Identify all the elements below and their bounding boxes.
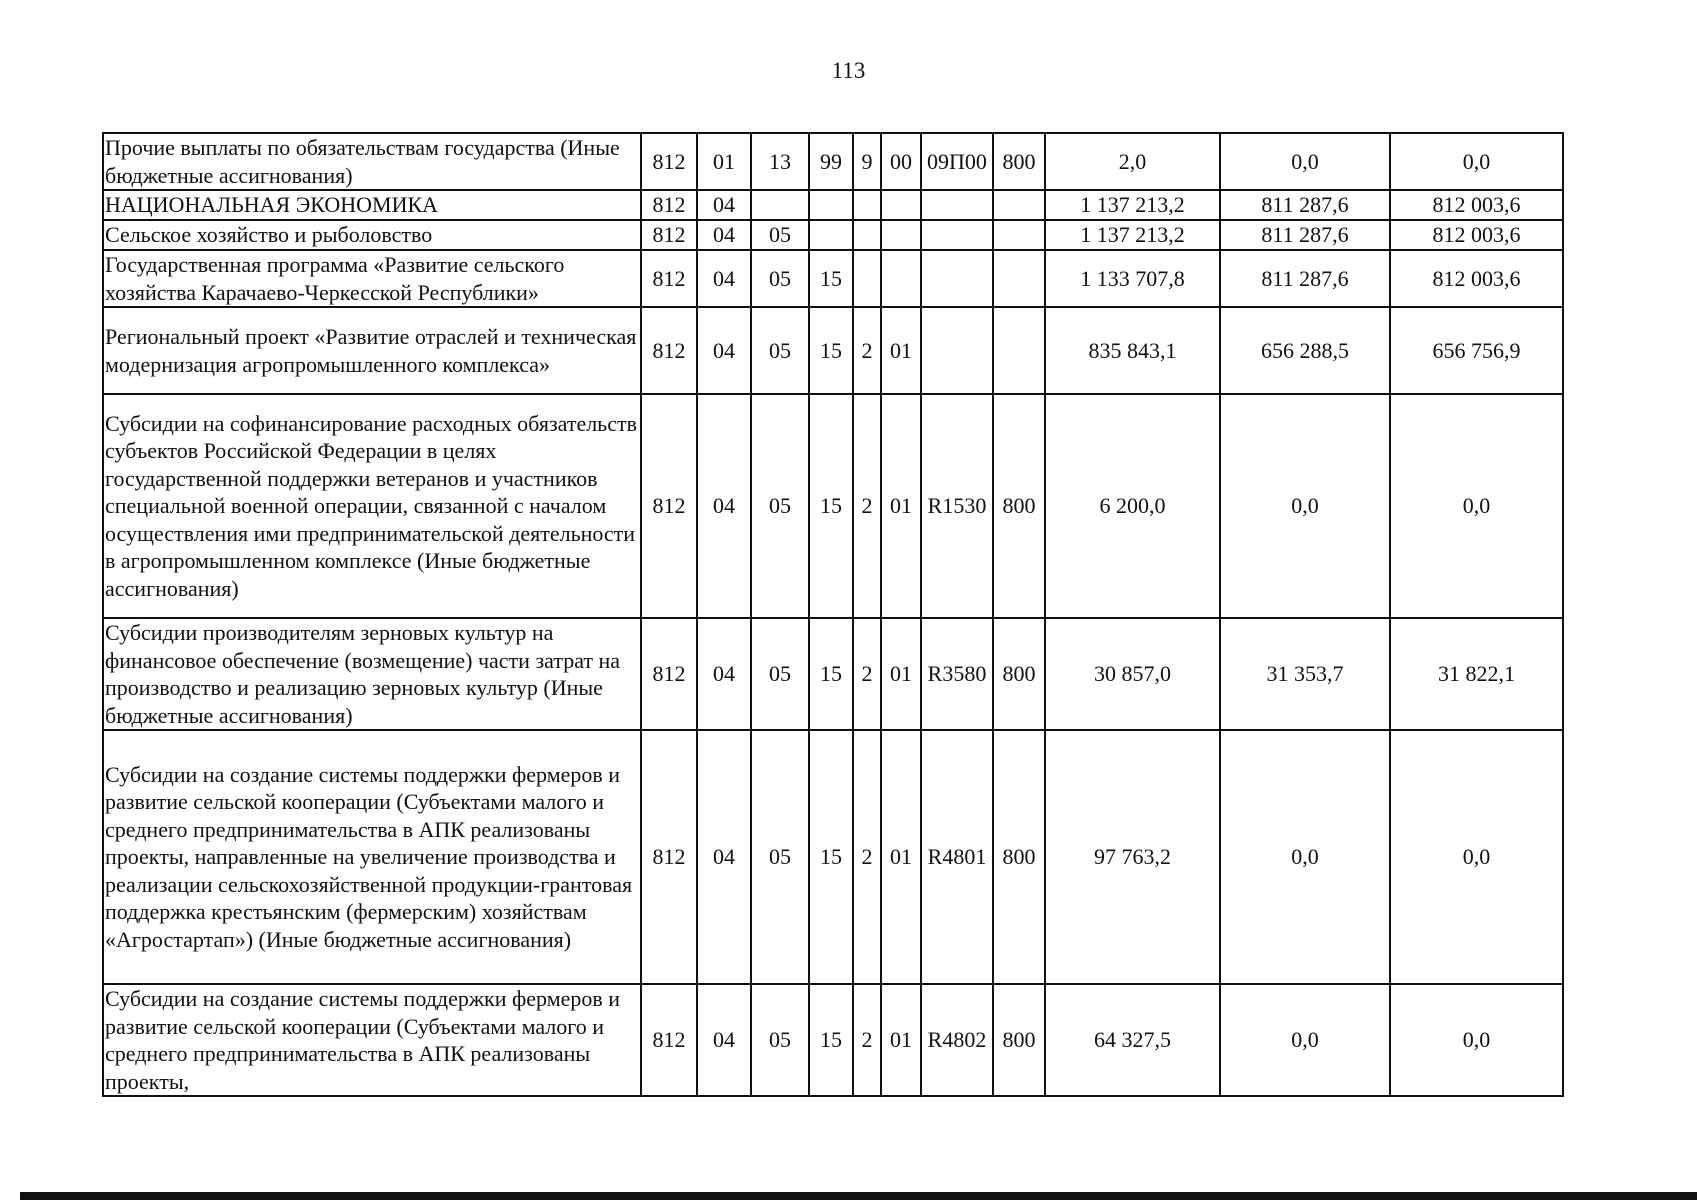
cell-program-code: 15 [809,394,853,618]
cell-expense-type-code [993,307,1045,394]
cell-subsection-code: 05 [751,250,809,307]
cell-project-code: 01 [881,984,921,1096]
cell-amount-year-2: 0,0 [1220,394,1390,618]
cell-direction-code [921,307,993,394]
cell-program-code [809,220,853,250]
cell-amount-year-2: 811 287,6 [1220,250,1390,307]
table-row [103,190,1563,220]
row-name: Субсидии производителям зерновых культур на финансовое обеспечение (возмещение) части затрат на производство и реализацию зерновых культур (Иные бюджетные ассигнования) [103,618,641,730]
cell-section-code: 04 [697,618,751,730]
cell-ministry-code: 812 [641,307,697,394]
cell-subsection-code: 05 [751,307,809,394]
cell-project-code: 00 [881,133,921,190]
cell-section-code: 01 [697,133,751,190]
cell-direction-code [921,250,993,307]
cell-project-code [881,220,921,250]
cell-program-code: 15 [809,618,853,730]
cell-amount-year-2: 0,0 [1220,984,1390,1096]
cell-amount-year-1: 1 137 213,2 [1045,220,1220,250]
cell-direction-code [921,190,993,220]
cell-amount-year-1: 30 857,0 [1045,618,1220,730]
table-row [103,394,1563,618]
cell-project-code: 01 [881,618,921,730]
cell-direction-code [921,220,993,250]
cell-section-code: 04 [697,307,751,394]
row-name: Субсидии на создание системы поддержки фермеров и развитие сельской кооперации (Субъектами малого и среднего предпринимательства в АПК реализованы проекты, [103,984,641,1096]
cell-subsection-code: 13 [751,133,809,190]
cell-project-code: 01 [881,307,921,394]
cell-amount-year-3: 0,0 [1390,984,1563,1096]
cell-expense-type-code: 800 [993,394,1045,618]
cell-amount-year-3: 812 003,6 [1390,220,1563,250]
cell-amount-year-1: 97 763,2 [1045,730,1220,984]
cell-expense-type-code: 800 [993,730,1045,984]
table-row [103,133,1563,190]
cell-expense-type-code [993,250,1045,307]
row-name: НАЦИОНАЛЬНАЯ ЭКОНОМИКА [103,190,641,220]
cell-type-code [853,250,881,307]
cell-type-code [853,190,881,220]
row-name: Региональный проект «Развитие отраслей и техническая модернизация агропромышленного комплекса» [103,307,641,394]
row-name: Прочие выплаты по обязательствам государства (Иные бюджетные ассигнования) [103,133,641,190]
cell-amount-year-3: 812 003,6 [1390,190,1563,220]
cell-amount-year-3: 0,0 [1390,394,1563,618]
cell-program-code: 15 [809,250,853,307]
cell-project-code [881,250,921,307]
cell-ministry-code: 812 [641,618,697,730]
table-row [103,250,1563,307]
table-row [103,307,1563,394]
cell-amount-year-3: 0,0 [1390,133,1563,190]
cell-amount-year-3: 656 756,9 [1390,307,1563,394]
cell-type-code: 2 [853,984,881,1096]
cell-subsection-code: 05 [751,618,809,730]
cell-subsection-code [751,190,809,220]
cell-expense-type-code: 800 [993,133,1045,190]
cell-ministry-code: 812 [641,730,697,984]
cell-project-code: 01 [881,730,921,984]
cell-ministry-code: 812 [641,394,697,618]
cell-project-code [881,190,921,220]
cell-amount-year-1: 1 133 707,8 [1045,250,1220,307]
cell-amount-year-3: 0,0 [1390,730,1563,984]
cell-ministry-code: 812 [641,220,697,250]
cell-section-code: 04 [697,250,751,307]
cell-subsection-code: 05 [751,730,809,984]
cell-project-code: 01 [881,394,921,618]
row-name: Субсидии на софинансирование расходных обязательств субъектов Российской Федерации в целях государственной поддержки ветеранов и участников специальной военной операции, связанной с началом осуществления ими предпринимательской деятельности в агропромышленном комплексе (Иные бюджетные ассигнования) [103,394,641,618]
cell-type-code: 2 [853,618,881,730]
cell-ministry-code: 812 [641,133,697,190]
cell-type-code: 2 [853,307,881,394]
table-row [103,220,1563,250]
cell-expense-type-code [993,220,1045,250]
cell-amount-year-1: 1 137 213,2 [1045,190,1220,220]
page-bottom-border [20,1192,1697,1200]
cell-amount-year-2: 811 287,6 [1220,220,1390,250]
cell-program-code: 15 [809,984,853,1096]
cell-section-code: 04 [697,984,751,1096]
cell-expense-type-code: 800 [993,984,1045,1096]
cell-program-code: 15 [809,307,853,394]
cell-direction-code: 09П00 [921,133,993,190]
row-name: Сельское хозяйство и рыболовство [103,220,641,250]
cell-amount-year-2: 31 353,7 [1220,618,1390,730]
cell-expense-type-code [993,190,1045,220]
cell-subsection-code: 05 [751,984,809,1096]
cell-section-code: 04 [697,730,751,984]
cell-subsection-code: 05 [751,220,809,250]
cell-type-code: 9 [853,133,881,190]
cell-amount-year-1: 2,0 [1045,133,1220,190]
table-row [103,730,1563,984]
cell-section-code: 04 [697,220,751,250]
cell-amount-year-2: 0,0 [1220,133,1390,190]
cell-direction-code: R4801 [921,730,993,984]
cell-amount-year-1: 64 327,5 [1045,984,1220,1096]
table-row [103,618,1563,730]
cell-type-code: 2 [853,394,881,618]
cell-program-code [809,190,853,220]
cell-expense-type-code: 800 [993,618,1045,730]
cell-ministry-code: 812 [641,190,697,220]
cell-ministry-code: 812 [641,984,697,1096]
cell-section-code: 04 [697,190,751,220]
cell-amount-year-1: 835 843,1 [1045,307,1220,394]
cell-amount-year-3: 812 003,6 [1390,250,1563,307]
cell-amount-year-2: 656 288,5 [1220,307,1390,394]
cell-amount-year-1: 6 200,0 [1045,394,1220,618]
cell-type-code [853,220,881,250]
cell-program-code: 15 [809,730,853,984]
budget-table [102,132,1564,1097]
cell-amount-year-3: 31 822,1 [1390,618,1563,730]
cell-direction-code: R4802 [921,984,993,1096]
table-row [103,984,1563,1096]
cell-amount-year-2: 811 287,6 [1220,190,1390,220]
cell-direction-code: R3580 [921,618,993,730]
row-name: Субсидии на создание системы поддержки фермеров и развитие сельской кооперации (Субъектами малого и среднего предпринимательства в АПК реализованы проекты, направленные на увеличение производства и реализации сельскохозяйственной продукции-грантовая поддержка крестьянским (фермерским) хозяйствам «Агростартап») (Иные бюджетные ассигнования) [103,730,641,984]
cell-direction-code: R1530 [921,394,993,618]
cell-section-code: 04 [697,394,751,618]
row-name: Государственная программа «Развитие сельского хозяйства Карачаево-Черкесской Республики» [103,250,641,307]
cell-subsection-code: 05 [751,394,809,618]
cell-amount-year-2: 0,0 [1220,730,1390,984]
cell-type-code: 2 [853,730,881,984]
cell-program-code: 99 [809,133,853,190]
page-number: 113 [831,58,866,83]
cell-ministry-code: 812 [641,250,697,307]
